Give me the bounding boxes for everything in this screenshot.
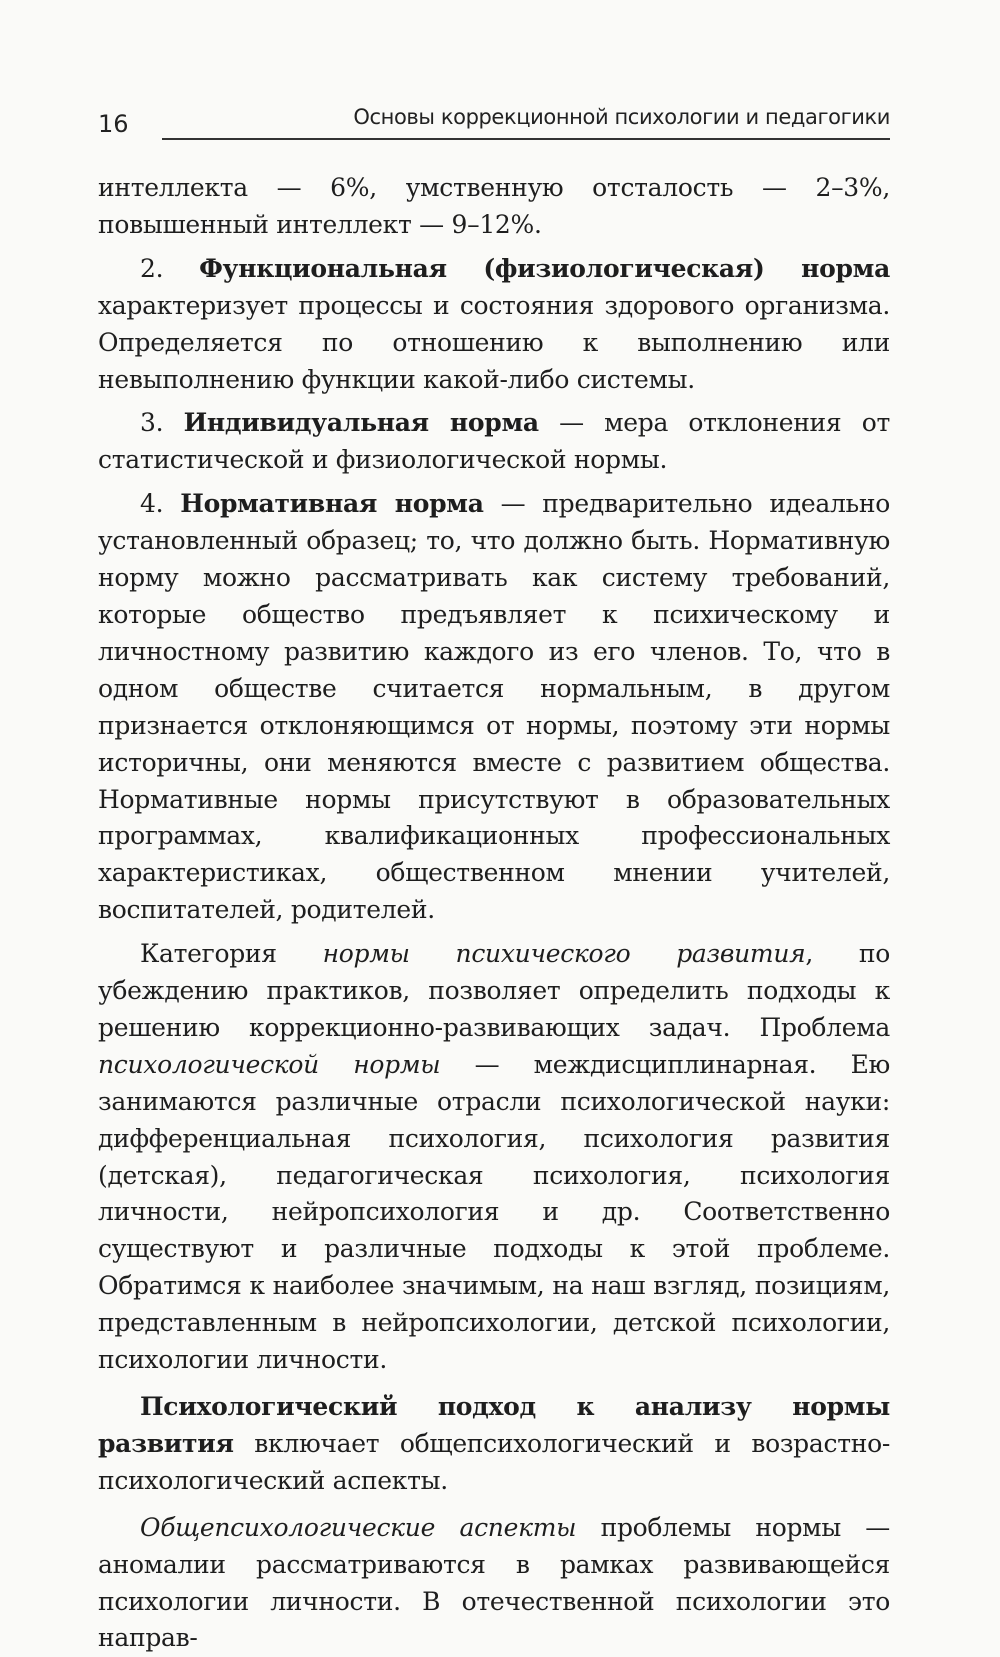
page-number: 16 — [98, 110, 129, 138]
term-functional-norm: Функциональная (физиологическая) норма — [199, 253, 890, 283]
emphasis-mental-development-norm: нормы психического развития — [322, 939, 806, 969]
item-number: 4. — [140, 489, 181, 519]
paragraph-text: — мера отклонения от статистической и физиологической нормы. — [98, 408, 890, 475]
running-title: Основы коррекционной психологии и педагогики — [353, 105, 890, 129]
header-rule — [162, 138, 890, 140]
item-number: 2. — [140, 253, 200, 283]
body-text — [98, 170, 890, 1657]
paragraph-psychological-approach — [98, 1389, 890, 1500]
paragraph-functional-norm — [98, 251, 890, 399]
paragraph-text: проблемы нормы — аномалии рассматриваются в рамках развивающейся психологии личности. В отечественной психологии это направ- — [98, 1512, 891, 1653]
page-header — [98, 96, 890, 142]
term-psychological-approach: Психологический подход к анализу нормы развития — [98, 1392, 890, 1458]
emphasis-general-aspects: Общепсихологические аспекты — [140, 1512, 577, 1542]
item-number: 3. — [140, 408, 184, 438]
paragraph-general-aspects — [98, 1510, 890, 1657]
paragraph-category — [98, 936, 890, 1379]
paragraph-normative-norm — [98, 486, 890, 929]
emphasis-psychological-norm: психологической нормы — [98, 1049, 441, 1079]
term-individual-norm: Индивидуальная норма — [183, 408, 539, 438]
paragraph-text: — предварительно идеально установленный образец; то, что должно быть. Нормативную норму можно рассматривать как систему требований, которые общество предъявляет к психическому и личностному развитию каждого из его членов. То, что в одном обществе считается нормальным, в другом признается отклоняющимся от нормы, поэтому эти нормы историчны, они меняются вместе с развитием общества. Нормативные нормы присутствуют в образовательных программах, квалификационных профессиональных характеристиках, общественном мнении учителей, воспитателей, родителей. — [98, 489, 890, 925]
paragraph-text: характеризует процессы и состояния здорового организма. Определяется по отношению к выполнению или невыполнению функции какой-либо системы. — [98, 290, 890, 394]
paragraph-individual-norm — [98, 405, 890, 479]
paragraph-text: , по убеждению практиков, позволяет определить подходы к решению коррекционно-развивающих задач. Проблема — [98, 939, 890, 1042]
paragraph-text: включает общепсихологический и возрастно-психологический аспекты. — [98, 1428, 890, 1495]
term-normative-norm: Нормативная норма — [180, 489, 484, 519]
paragraph-text: — междисциплинарная. Ею занимаются различные отрасли психологической науки: дифференциальная психология, психология развития (детская), педагогическая психология, психология личности, нейропсихология и др. Соответственно существуют и различные подходы к этой проблеме. Обратимся к наиболее значимым, на наш взгляд, позициям, представленным в нейропсихологии, детской психологии, психологии личности. — [98, 1049, 890, 1375]
paragraph-text: Категория — [140, 939, 323, 969]
paragraph-continued: интеллекта — 6%, умственную отсталость — 2–3%, повышенный интеллект — 9–12%. — [98, 173, 890, 239]
